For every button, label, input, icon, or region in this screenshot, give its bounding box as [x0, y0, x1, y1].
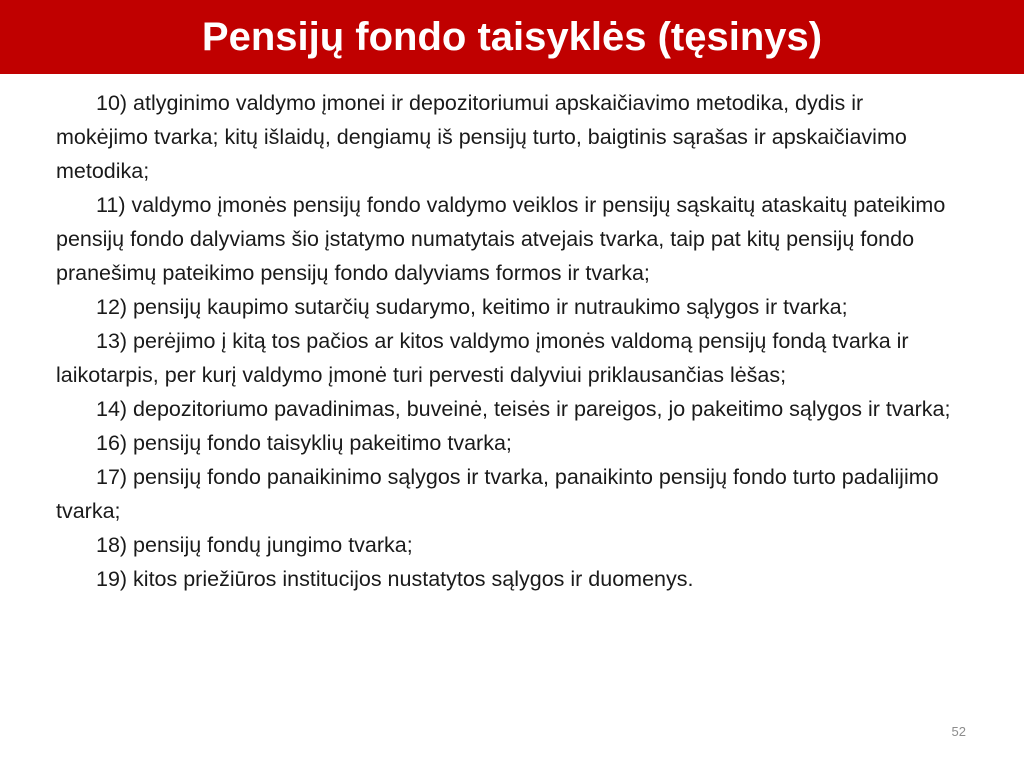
title-bar — [0, 0, 1024, 74]
slide-title: Pensijų fondo taisyklės (tęsinys) — [201, 14, 823, 59]
list-item: 14) depozitoriumo pavadinimas, buveinė, teisės ir pareigos, jo pakeitimo sąlygos ir tvarka; — [96, 397, 951, 421]
list-item: 18) pensijų fondų jungimo tvarka; — [96, 533, 413, 557]
list-item: 17) pensijų fondo panaikinimo sąlygos ir tvarka, panaikinto pensijų fondo turto padalijimo tvarka; — [56, 465, 939, 523]
list-item: 16) pensijų fondo taisyklių pakeitimo tvarka; — [96, 431, 512, 455]
slide-content — [56, 86, 956, 596]
list-item: 11) valdymo įmonės pensijų fondo valdymo veiklos ir pensijų sąskaitų ataskaitų pateikimo pensijų fondo dalyviams šio įstatymo numatytais atvejais tvarka, taip pat kitų pensijų fondo pranešimų pateikimo pensijų fondo dalyviams formos ir tvarka; — [56, 193, 946, 285]
list-item: 19) kitos priežiūros institucijos nustatytos sąlygos ir duomenys. — [96, 567, 694, 591]
list-item: 13) perėjimo į kitą tos pačios ar kitos valdymo įmonės valdomą pensijų fondą tvarka ir laikotarpis, per kurį valdymo įmonė turi pervesti dalyviui priklausančias lėšas; — [56, 329, 909, 387]
list-item: 12) pensijų kaupimo sutarčių sudarymo, keitimo ir nutraukimo sąlygos ir tvarka; — [96, 295, 848, 319]
slide-number: 52 — [951, 724, 966, 739]
list-item: 10) atlyginimo valdymo įmonei ir depozitoriumui apskaičiavimo metodika, dydis ir mokėjimo tvarka; kitų išlaidų, dengiamų iš pensijų turto, baigtinis sąrašas ir apskaičiavimo metodika; — [56, 91, 907, 183]
